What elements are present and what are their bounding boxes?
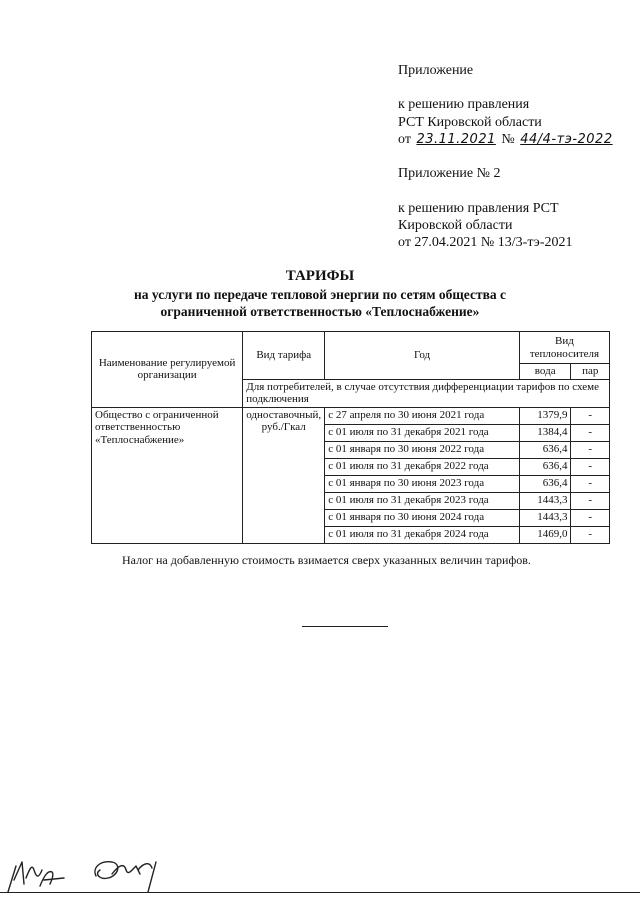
steam-value: - [571, 424, 610, 441]
signature-2 [95, 862, 156, 892]
period-cell: с 01 июля по 31 декабря 2022 года [325, 458, 520, 475]
water-value: 1469,0 [519, 526, 571, 543]
period-cell: с 27 апреля по 30 июня 2021 года [325, 407, 520, 424]
header-tariff-type: Вид тарифа [243, 332, 325, 380]
steam-value: - [571, 509, 610, 526]
page-title: ТАРИФЫ [285, 268, 355, 284]
header-authority-2: Кировской области [398, 218, 513, 233]
header-date-line [398, 132, 613, 148]
header-water: вода [519, 364, 571, 380]
water-value: 1384,4 [519, 424, 571, 441]
header-decision: к решению правления [398, 97, 530, 112]
signatures [0, 840, 200, 900]
tariff-type-cell: одноставочный, руб./Гкал [243, 407, 325, 543]
water-value: 1443,3 [519, 509, 571, 526]
period-cell: с 01 января по 30 июня 2023 года [325, 475, 520, 492]
header-authority: РСТ Кировской области [398, 115, 542, 130]
date-prefix: от [398, 132, 411, 147]
separator-line [302, 626, 388, 627]
header-year: Год [325, 332, 520, 380]
header-decision-2: к решению правления РСТ [398, 201, 559, 216]
water-value: 636,4 [519, 458, 571, 475]
tariff-table [91, 331, 610, 544]
header-carrier: Вид теплоносителя [519, 332, 609, 364]
number-handwritten: 44/4-тэ-2022 [520, 132, 613, 147]
steam-value: - [571, 407, 610, 424]
steam-value: - [571, 458, 610, 475]
period-cell: с 01 июля по 31 декабря 2024 года [325, 526, 520, 543]
water-value: 636,4 [519, 475, 571, 492]
steam-value: - [571, 475, 610, 492]
number-sign: № [501, 132, 515, 147]
header-steam: пар [571, 364, 610, 380]
title-subtitle-1: на услуги по передаче тепловой энергии по сетям общества с [134, 287, 506, 302]
date-handwritten: 23.11.2021 [416, 132, 496, 147]
consumers-note: Для потребителей, в случае отсутствия дифференциации тарифов по схеме подключения [243, 379, 610, 407]
water-value: 1379,9 [519, 407, 571, 424]
period-cell: с 01 января по 30 июня 2024 года [325, 509, 520, 526]
period-cell: с 01 июля по 31 декабря 2023 года [325, 492, 520, 509]
header-org: Наименование регулируемой организации [92, 332, 243, 408]
title-subtitle-2: ограниченной ответственностью «Теплоснабжение» [160, 304, 480, 319]
org-name-cell: Общество с ограниченной ответственностью «Теплоснабжение» [92, 407, 243, 543]
period-cell: с 01 июля по 31 декабря 2021 года [325, 424, 520, 441]
steam-value: - [571, 526, 610, 543]
signature-1 [8, 862, 64, 892]
header-appendix: Приложение [398, 63, 474, 78]
bottom-rule [0, 892, 640, 893]
header-appendix-2: Приложение № 2 [398, 166, 501, 181]
period-cell: с 01 января по 30 июня 2022 года [325, 441, 520, 458]
water-value: 1443,3 [519, 492, 571, 509]
steam-value: - [571, 441, 610, 458]
water-value: 636,4 [519, 441, 571, 458]
header-date-2: от 27.04.2021 № 13/3-тэ-2021 [398, 235, 573, 250]
steam-value: - [571, 492, 610, 509]
vat-footnote: Налог на добавленную стоимость взимается сверх указанных величин тарифов. [122, 553, 531, 567]
